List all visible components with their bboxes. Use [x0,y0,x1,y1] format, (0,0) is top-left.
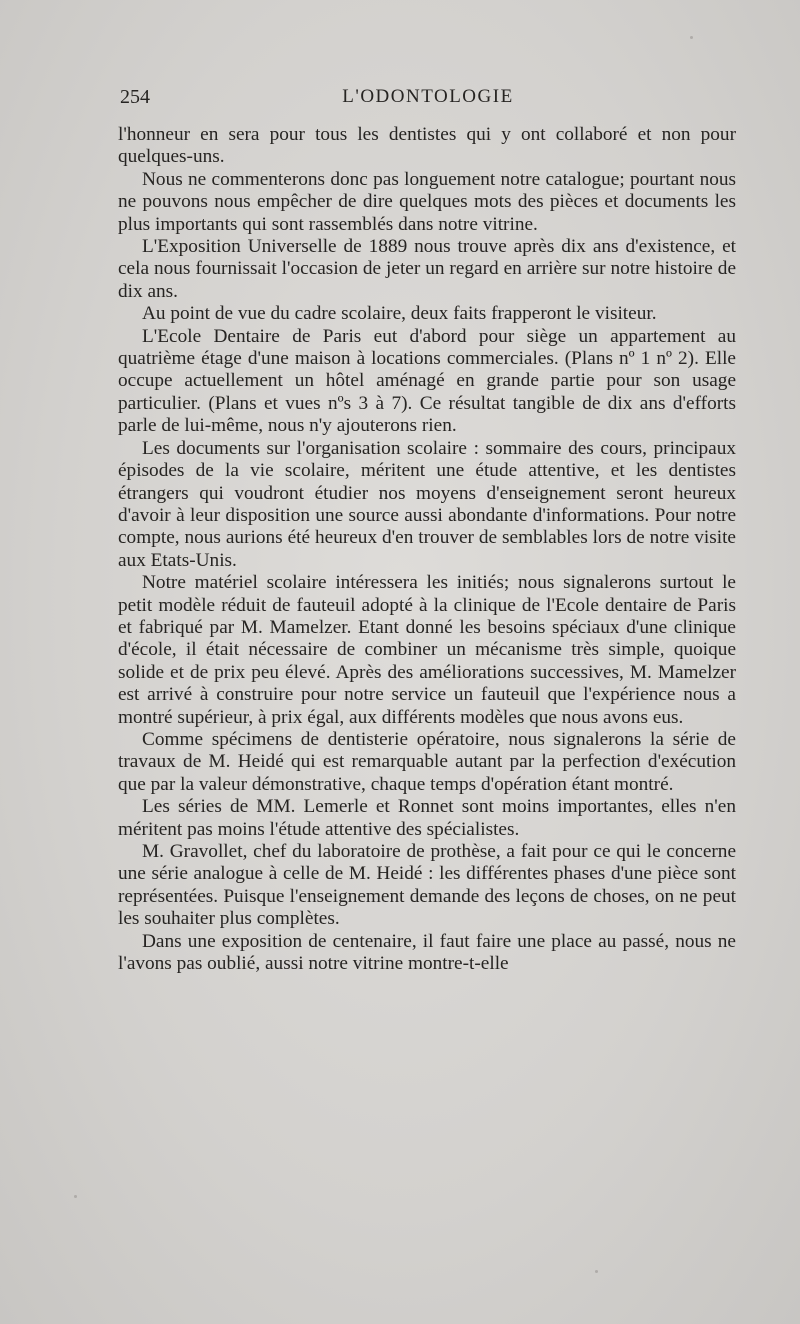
page-header [120,86,736,116]
paragraph-5: L'Ecole Dentaire de Paris eut d'abord pour siège un appartement au quatrième étage d'une maison à locations commerciales. (Plans nº 1 nº 2). Elle occupe actuellement un hôtel aménagé en grande partie pour son usage particulier. (Plans et vues nºs 3 à 7). Ce résultat tangible de dix ans d'efforts parle de lui-même, nous n'y ajouterons rien. [118,325,736,437]
paper-speck [690,36,693,39]
paragraph-4: Au point de vue du cadre scolaire, deux faits frapperont le visiteur. [142,303,657,325]
paragraph-11: Dans une exposition de centenaire, il faut faire une place au passé, nous ne l'avons pas oublié, aussi notre vitrine montre-t-elle [118,930,736,975]
paragraph-9: Les séries de MM. Lemerle et Ronnet sont moins importantes, elles n'en méritent pas moins l'étude attentive des spécialistes. [118,796,736,840]
paragraph-10: M. Gravollet, chef du laboratoire de prothèse, a fait pour ce qui le concerne une série analogue à celle de M. Heidé : les différentes phases d'une pièce sont représentées. Puisque l'enseignement demande des leçons de choses, on ne peut les souhaiter plus complètes. [118,841,736,930]
page-number: 254 [120,86,150,108]
paper-speck [595,1270,598,1273]
paragraph-7: Notre matériel scolaire intéressera les initiés; nous signalerons surtout le petit modèle réduit de fauteuil adopté à la clinique de l'Ecole dentaire de Paris et fabriqué par M. Mamelzer. Etant donné les besoins spéciaux d'une clinique d'école, il était nécessaire de combiner un mécanisme très simple, quoique solide et de prix peu élevé. Après des améliorations successives, M. Mamelzer est arrivé à construire pour notre service un fauteuil que l'expérience nous a montré supérieur, à prix égal, aux différents modèles que nous avons eus. [118,572,736,728]
paragraph-2: Nous ne commenterons donc pas longuement notre catalogue; pourtant nous ne pouvons nous empêcher de dire quelques mots des pièces et documents les plus importants qui sont rassemblés dans notre vitrine. [118,168,736,235]
running-title: L'ODONTOLOGIE [342,86,514,107]
paragraph-8: Comme spécimens de dentisterie opératoire, nous signalerons la série de travaux de M. Heidé qui est remarquable autant par la perfection d'exécution que par la valeur démonstrative, chaque temps d'opération étant montré. [118,728,736,795]
paragraph-6: Les documents sur l'organisation scolaire : sommaire des cours, principaux épisodes de la vie scolaire, méritent une étude attentive, et les dentistes étrangers qui voudront étudier nos moyens d'enseignement seront heureux d'avoir à leur disposition une source aussi abondante d'informations. Pour notre compte, nous aurions été heureux d'en trouver de semblables lors de notre visite aux Etats-Unis. [118,437,736,571]
paper-speck [74,1195,77,1198]
paragraph-1: l'honneur en sera pour tous les dentistes qui y ont collaboré et non pour quelques-uns. [118,124,736,168]
paragraph-3: L'Exposition Universelle de 1889 nous trouve après dix ans d'existence, et cela nous fournissait l'occasion de jeter un regard en arrière sur notre histoire de dix ans. [118,236,736,302]
body-text [118,124,736,975]
